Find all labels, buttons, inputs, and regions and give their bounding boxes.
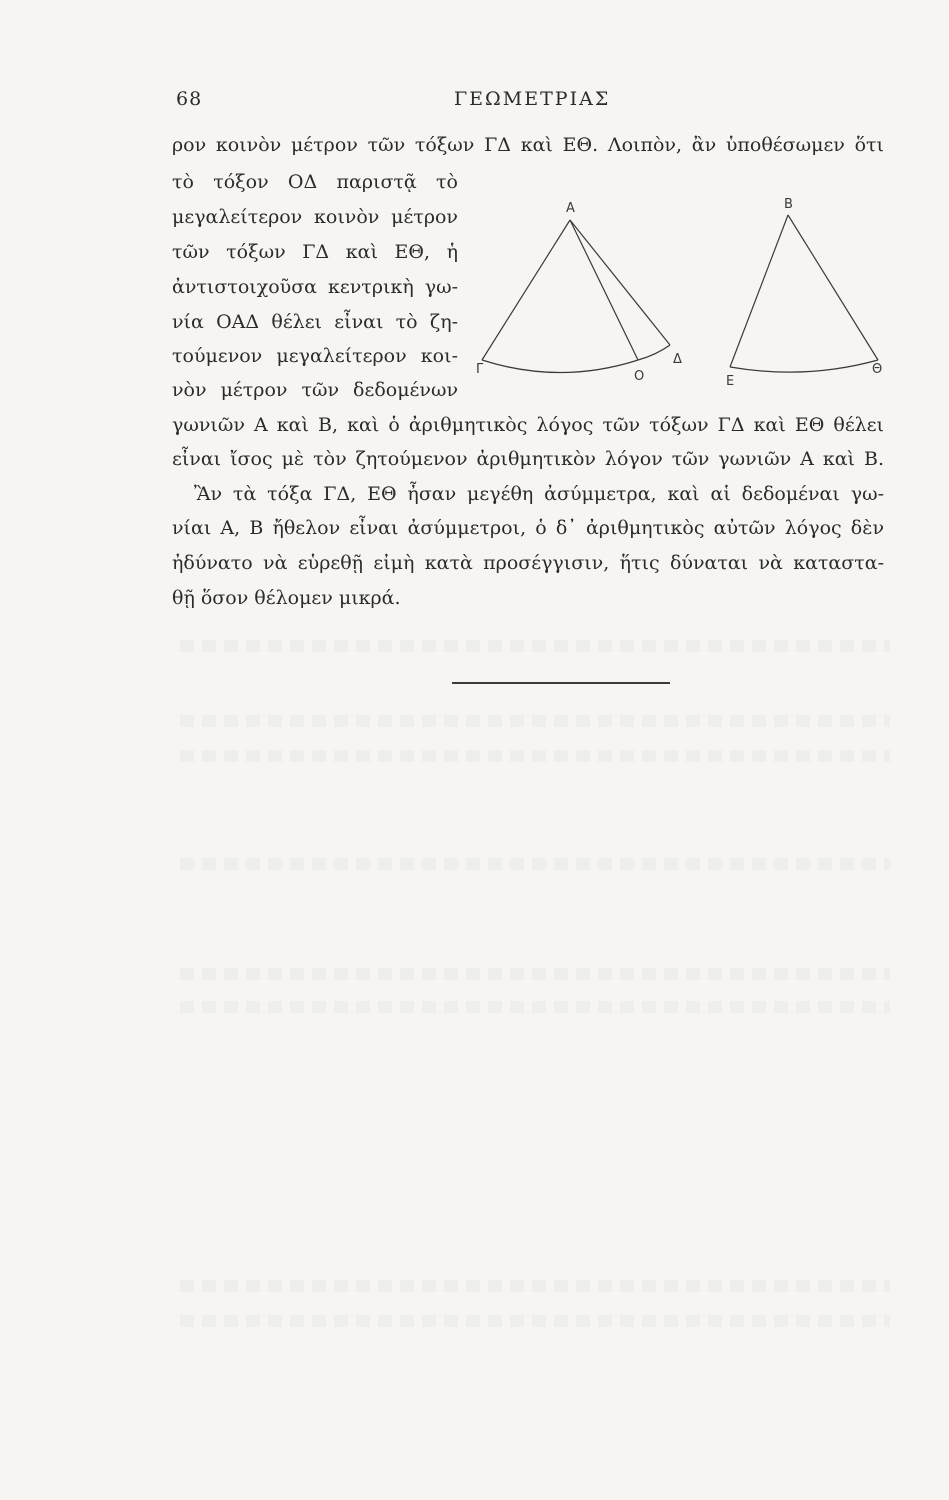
text-line: θῇ ὅσον θέλομεν μικρά. bbox=[172, 587, 401, 609]
label-e: Ε bbox=[726, 374, 735, 389]
label-a: Α bbox=[566, 201, 575, 216]
radius-line bbox=[730, 215, 788, 367]
show-through bbox=[180, 715, 890, 727]
radius-line bbox=[788, 215, 878, 360]
text-line: γωνιῶν Α καὶ Β, καὶ ὁ ἀριθμητικὸς λόγος τῶν τόξων ΓΔ καὶ ΕΘ θέλει bbox=[172, 414, 884, 436]
text-line: τὸ τόξον ΟΔ παριστᾷ τὸ bbox=[172, 171, 458, 193]
radius-line bbox=[482, 220, 570, 360]
show-through bbox=[180, 858, 890, 870]
label-o: Ο bbox=[634, 369, 645, 384]
text-line: Ἂν τὰ τόξα ΓΔ, ΕΘ ἦσαν μεγέθη ἀσύμμετρα, καὶ αἱ δεδομέναι γω- bbox=[194, 483, 884, 505]
text-line: νὸν μέτρον τῶν δεδομένων bbox=[172, 379, 458, 401]
sector-diagram bbox=[470, 195, 890, 395]
radius-line bbox=[570, 220, 638, 360]
text-line: ἠδύνατο νὰ εὑρεθῇ εἰμὴ κατὰ προσέγγισιν, ἥτις δύναται νὰ καταστα- bbox=[172, 552, 884, 574]
show-through bbox=[180, 1280, 890, 1292]
label-g: Γ bbox=[476, 362, 484, 377]
page-header bbox=[172, 88, 882, 118]
show-through bbox=[180, 968, 890, 980]
text-line: μεγαλείτερον κοινὸν μέτρον bbox=[172, 206, 458, 228]
show-through bbox=[180, 1001, 890, 1013]
running-head: ΓΕΩΜΕΤΡΙΑΣ bbox=[454, 88, 611, 110]
text-line: εἶναι ἴσος μὲ τὸν ζητούμενον ἀριθμητικὸν λόγον τῶν γωνιῶν Α καὶ Β. bbox=[172, 448, 884, 470]
page-number: 68 bbox=[176, 88, 203, 110]
label-b: Β bbox=[784, 197, 793, 212]
label-th: Θ bbox=[872, 362, 883, 377]
show-through bbox=[180, 750, 890, 762]
arc-gd bbox=[482, 360, 638, 373]
text-line: ἀντιστοιχοῦσα κεντρικὴ γω- bbox=[172, 276, 458, 298]
geometry-figure bbox=[470, 195, 890, 395]
text-line: νία ΟΑΔ θέλει εἶναι τὸ ζη- bbox=[172, 311, 458, 333]
text-line: τούμενον μεγαλείτερον κοι- bbox=[172, 345, 458, 367]
show-through bbox=[180, 1315, 890, 1327]
section-divider bbox=[452, 682, 670, 684]
text-line: τῶν τόξων ΓΔ καὶ ΕΘ, ἡ bbox=[172, 241, 458, 263]
arc-od bbox=[638, 345, 670, 360]
arc-eth bbox=[730, 360, 878, 372]
radius-line bbox=[570, 220, 670, 345]
label-d: Δ bbox=[673, 352, 682, 367]
text-line: νίαι Α, Β ἤθελον εἶναι ἀσύμμετροι, ὁ δ᾽ ἀριθμητικὸς αὐτῶν λόγος δὲν bbox=[172, 517, 884, 539]
text-line: ρον κοινὸν μέτρον τῶν τόξων ΓΔ καὶ ΕΘ. Λοιπὸν, ἂν ὑποθέσωμεν ὅτι bbox=[172, 134, 884, 156]
show-through bbox=[180, 640, 890, 652]
